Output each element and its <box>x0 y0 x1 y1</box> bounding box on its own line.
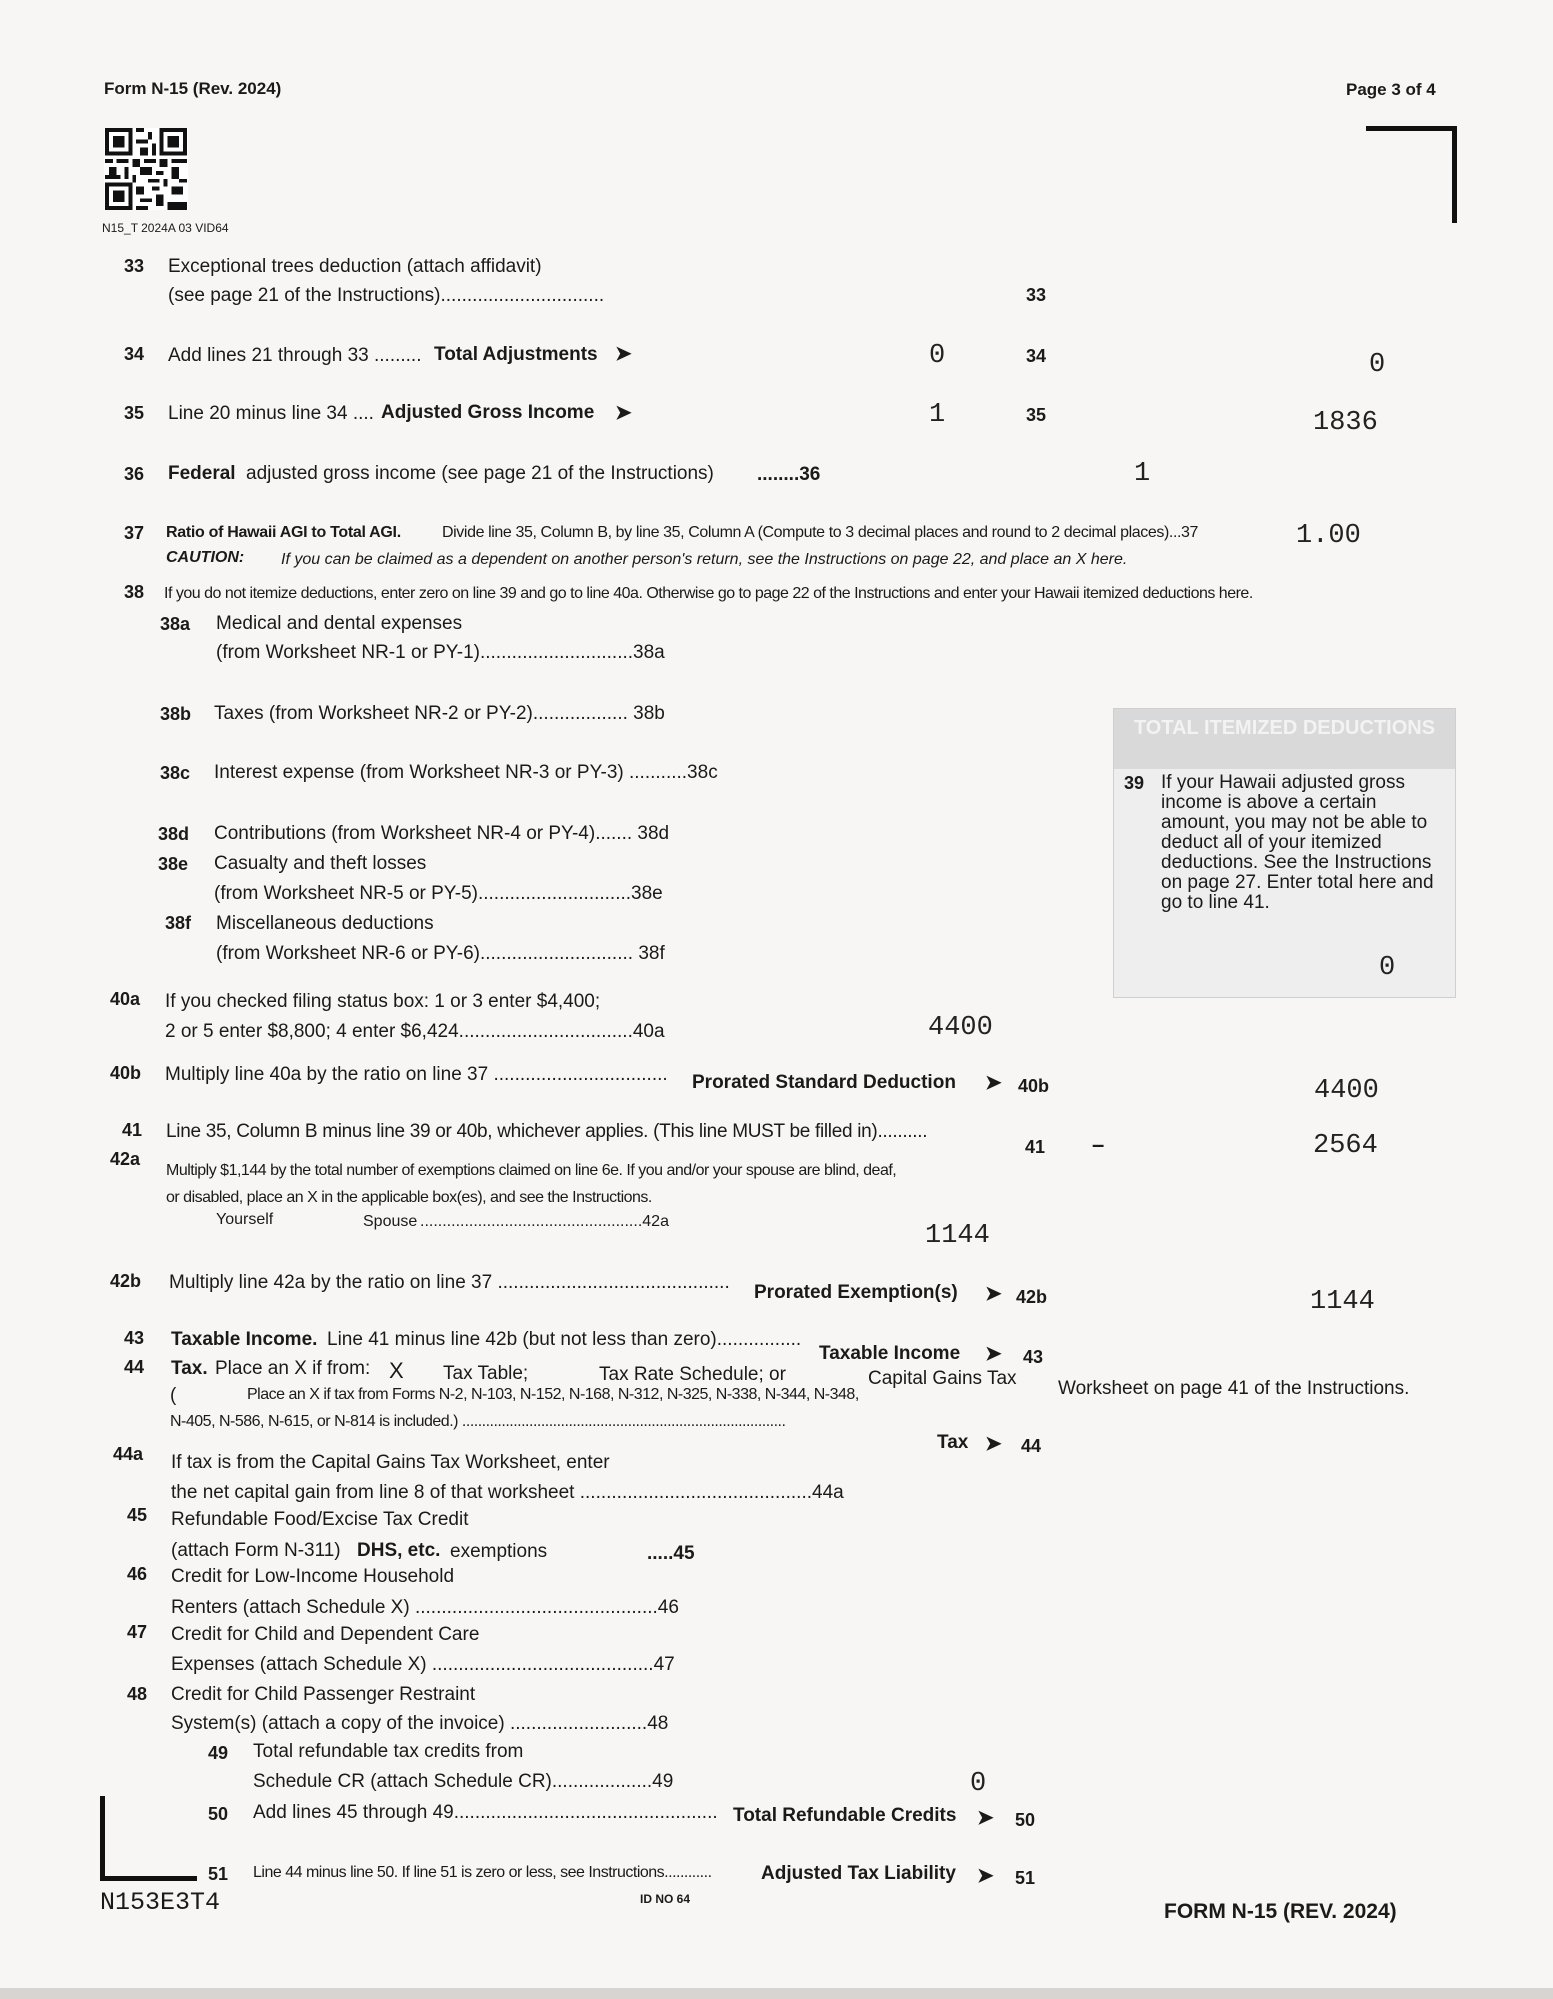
line-45-box-label: .....45 <box>647 1543 695 1564</box>
line-38e-text: Casualty and theft losses <box>214 853 427 874</box>
line-38d-number: 38d <box>158 824 190 844</box>
line-43-text: Line 41 minus line 42b (but not less than zero)................ <box>327 1329 802 1350</box>
line-42b-arrow-icon: ➤ <box>985 1283 1002 1305</box>
line-42b-text: Multiply line 42a by the ratio on line 37 ............................................ <box>169 1272 730 1293</box>
line-40b-value: 4400 <box>1314 1076 1379 1106</box>
line-39-number: 39 <box>1124 773 1145 793</box>
line-42a-text: Multiply $1,144 by the total number of exemptions claimed on line 6e. If you and/or your spouse are blind, deaf, <box>166 1162 897 1179</box>
line-36-box-label: ........36 <box>757 464 821 485</box>
line-40a-text: If you checked filing status box: 1 or 3 enter $4,400; <box>165 991 601 1012</box>
line-44a-text: If tax is from the Capital Gains Tax Worksheet, enter <box>171 1452 610 1473</box>
line-34-text: Add lines 21 through 33 ......... <box>168 345 422 366</box>
line-44-text-2: Place an X if tax from Forms N-2, N-103, N-152, N-168, N-312, N-325, N-338, N-344, N-348, <box>247 1386 859 1403</box>
line-47-text-2: Expenses (attach Schedule X) ..........................................47 <box>171 1654 675 1675</box>
line-37-number: 37 <box>124 523 145 543</box>
line-38a-number: 38a <box>160 614 191 634</box>
line-48-text-2: System(s) (attach a copy of the invoice) ..........................48 <box>171 1713 669 1734</box>
line-42b-label: Prorated Exemption(s) <box>754 1282 958 1303</box>
line-38e-text-2: (from Worksheet NR-5 or PY-5).............................38e <box>214 883 663 904</box>
line-33-text: Exceptional trees deduction (attach affidavit) <box>168 256 542 277</box>
line-50-box-label: 50 <box>1015 1810 1036 1830</box>
line-45-text-2b: DHS, etc. <box>357 1540 441 1561</box>
footer-code: N153E3T4 <box>100 1888 221 1917</box>
caution-label: CAUTION: <box>166 549 245 566</box>
line-35-box-label: 35 <box>1026 405 1047 425</box>
checkbox-yourself-label: Yourself <box>216 1211 274 1228</box>
line-49-value: 0 <box>970 1769 987 1799</box>
line-35-number: 35 <box>124 403 145 423</box>
line-44-number: 44 <box>124 1357 145 1377</box>
tax-table-option: Tax Table; <box>443 1363 529 1384</box>
line-43-number: 43 <box>124 1328 145 1348</box>
line-45-number: 45 <box>127 1505 148 1525</box>
line-46-text: Credit for Low-Income Household <box>171 1566 455 1587</box>
line-36-bold: Federal <box>168 463 236 484</box>
line-41-number: 41 <box>122 1120 143 1140</box>
footer-form-title: FORM N-15 (REV. 2024) <box>1164 1900 1397 1923</box>
line-35-arrow-icon: ➤ <box>615 402 632 424</box>
line-45-text-2a: (attach Form N-311) <box>171 1540 341 1561</box>
line-48-number: 48 <box>127 1684 148 1704</box>
total-itemized-deductions-header: TOTAL ITEMIZED DEDUCTIONS <box>1114 709 1455 769</box>
tax-rate-schedule-option: Tax Rate Schedule; or <box>599 1364 786 1385</box>
line-41-minus-sign: – <box>1092 1132 1105 1157</box>
line-34-box-label: 34 <box>1026 346 1047 366</box>
line-40b-number: 40b <box>110 1063 142 1083</box>
total-itemized-deductions-box <box>1113 708 1456 998</box>
line-33-text-2: (see page 21 of the Instructions)............................... <box>168 285 605 306</box>
line-33-box-label: 33 <box>1026 285 1047 305</box>
caution-text: If you can be claimed as a dependent on another person's return, see the Instructions on page 22, and place an X here. <box>281 551 1128 568</box>
line-40a-text-2: 2 or 5 enter $8,800; 4 enter $6,424.................................40a <box>165 1021 665 1042</box>
line-38f-number: 38f <box>165 913 192 933</box>
line-51-number: 51 <box>208 1864 229 1884</box>
line-41-text: Line 35, Column B minus line 39 or 40b, whichever applies. (This line MUST be filled in).......... <box>166 1121 928 1142</box>
line-38c-text: Interest expense (from Worksheet NR-3 or PY-3) ...........38c <box>214 762 718 783</box>
line-40b-box-label: 40b <box>1018 1076 1050 1096</box>
line-35-col-a: 1 <box>929 400 946 430</box>
line-39-text: If your Hawaii adjusted gross income is above a certain amount, you may not be able to deduct all of your itemized deductions. See the Instructions on page 27. Enter total here and go to line 41. <box>1161 772 1434 913</box>
line-50-arrow-icon: ➤ <box>977 1807 994 1829</box>
line-50-label: Total Refundable Credits <box>733 1805 957 1826</box>
line-36-text: adjusted gross income (see page 21 of the Instructions) <box>246 463 714 484</box>
line-47-number: 47 <box>127 1622 148 1642</box>
line-43-arrow-icon: ➤ <box>985 1343 1002 1365</box>
line-35-label: Adjusted Gross Income <box>381 402 595 423</box>
line-44-paren: ( <box>170 1385 177 1406</box>
line-38a-text-2: (from Worksheet NR-1 or PY-1).............................38a <box>216 642 665 663</box>
line-42b-value: 1144 <box>1310 1287 1375 1317</box>
line-40b-label: Prorated Standard Deduction <box>692 1072 956 1093</box>
line-43-box-label: 43 <box>1023 1347 1044 1367</box>
line-38f-text: Miscellaneous deductions <box>216 913 434 934</box>
line-40b-arrow-icon: ➤ <box>985 1072 1002 1094</box>
line-35-text: Line 20 minus line 34 .... <box>168 403 374 424</box>
line-34-arrow-icon: ➤ <box>615 343 632 365</box>
line-42a-value: 1144 <box>925 1221 990 1251</box>
line-42b-number: 42b <box>110 1271 142 1291</box>
line-35-col-b: 1836 <box>1313 408 1378 438</box>
line-38e-number: 38e <box>158 854 189 874</box>
line-33-number: 33 <box>124 256 145 276</box>
line-37-text: Divide line 35, Column B, by line 35, Column A (Compute to 3 decimal places and round to 2 decimal places)...37 <box>442 524 1199 541</box>
line-45-text: Refundable Food/Excise Tax Credit <box>171 1509 469 1530</box>
line-44-text-3: N-405, N-586, N-615, or N-814 is included.) .................................................................................. <box>170 1413 786 1430</box>
line-38b-number: 38b <box>160 704 192 724</box>
line-44-label: Tax <box>937 1432 969 1453</box>
footer-id: ID NO 64 <box>640 1892 691 1906</box>
line-34-col-a: 0 <box>929 341 946 371</box>
line-36-value: 1 <box>1134 459 1151 489</box>
line-34-label: Total Adjustments <box>434 344 598 365</box>
checkbox-spouse-label: Spouse <box>363 1213 418 1230</box>
line-50-number: 50 <box>208 1804 229 1824</box>
line-39-value: 0 <box>1379 953 1396 983</box>
line-42a-text-2: or disabled, place an X in the applicable box(es), and see the Instructions. <box>166 1189 652 1206</box>
line-40a-value: 4400 <box>928 1013 993 1043</box>
line-38a-text: Medical and dental expenses <box>216 613 463 634</box>
line-44a-text-2: the net capital gain from line 8 of that worksheet ............................................44a <box>171 1482 844 1503</box>
line-42a-dots: ..................................................42a <box>420 1213 669 1230</box>
line-44-box-label: 44 <box>1021 1436 1042 1456</box>
capital-gains-option: Capital Gains Tax <box>868 1368 1017 1389</box>
line-44-arrow-icon: ➤ <box>985 1433 1002 1455</box>
line-51-text: Line 44 minus line 50. If line 51 is zero or less, see Instructions............ <box>253 1864 712 1881</box>
line-46-number: 46 <box>127 1564 148 1584</box>
page-number: Page 3 of 4 <box>1346 80 1436 99</box>
tax-table-checkbox-mark[interactable]: X <box>389 1358 404 1383</box>
line-43-bold: Taxable Income. <box>171 1329 318 1350</box>
form-code: N15_T 2024A 03 VID64 <box>102 221 229 235</box>
scan-edge <box>0 1988 1553 1999</box>
line-40a-number: 40a <box>110 989 141 1009</box>
line-38d-text: Contributions (from Worksheet NR-4 or PY-4)....... 38d <box>214 823 670 844</box>
line-38b-text: Taxes (from Worksheet NR-2 or PY-2).................. 38b <box>214 703 665 724</box>
line-37-ratio-value: 1.00 <box>1296 521 1361 551</box>
corner-mark-top-right <box>1366 126 1457 223</box>
line-45-text-2c: exemptions <box>450 1541 548 1562</box>
line-38-text: If you do not itemize deductions, enter zero on line 39 and go to line 40a. Otherwise go to page 22 of the Instructions and enter your Hawaii itemized deductions here. <box>164 585 1253 602</box>
line-42b-box-label: 42b <box>1016 1287 1048 1307</box>
line-46-text-2: Renters (attach Schedule X) ..............................................46 <box>171 1597 679 1618</box>
capital-gains-worksheet-text: Worksheet on page 41 of the Instructions. <box>1058 1378 1410 1399</box>
line-38c-number: 38c <box>160 763 191 783</box>
line-38f-text-2: (from Worksheet NR-6 or PY-6)............................. 38f <box>216 943 665 964</box>
line-51-label: Adjusted Tax Liability <box>761 1863 956 1884</box>
line-48-text: Credit for Child Passenger Restraint <box>171 1684 476 1705</box>
line-40b-text: Multiply line 40a by the ratio on line 37 ................................. <box>165 1064 668 1085</box>
corner-mark-bottom-left <box>100 1796 197 1881</box>
line-37-bold: Ratio of Hawaii AGI to Total AGI. <box>166 524 401 541</box>
line-51-arrow-icon: ➤ <box>977 1865 994 1887</box>
line-36-number: 36 <box>124 464 145 484</box>
line-51-box-label: 51 <box>1015 1868 1036 1888</box>
line-44a-number: 44a <box>113 1444 144 1464</box>
line-49-text-2: Schedule CR (attach Schedule CR)...................49 <box>253 1771 674 1792</box>
line-44-bold: Tax. <box>171 1358 208 1379</box>
line-50-text: Add lines 45 through 49.................................................. <box>253 1802 718 1823</box>
line-43-label: Taxable Income <box>819 1343 961 1364</box>
line-49-text: Total refundable tax credits from <box>253 1741 524 1762</box>
line-34-col-b: 0 <box>1369 350 1386 380</box>
line-41-box-label: 41 <box>1025 1137 1046 1157</box>
line-34-number: 34 <box>124 344 145 364</box>
line-38-number: 38 <box>124 582 145 602</box>
form-title: Form N-15 (Rev. 2024) <box>104 79 282 98</box>
line-41-value: 2564 <box>1313 1131 1378 1161</box>
qr-code-icon <box>104 128 188 210</box>
line-44-text: Place an X if from: <box>215 1358 371 1379</box>
line-49-number: 49 <box>208 1743 229 1763</box>
line-42a-number: 42a <box>110 1149 141 1169</box>
line-47-text: Credit for Child and Dependent Care <box>171 1624 480 1645</box>
